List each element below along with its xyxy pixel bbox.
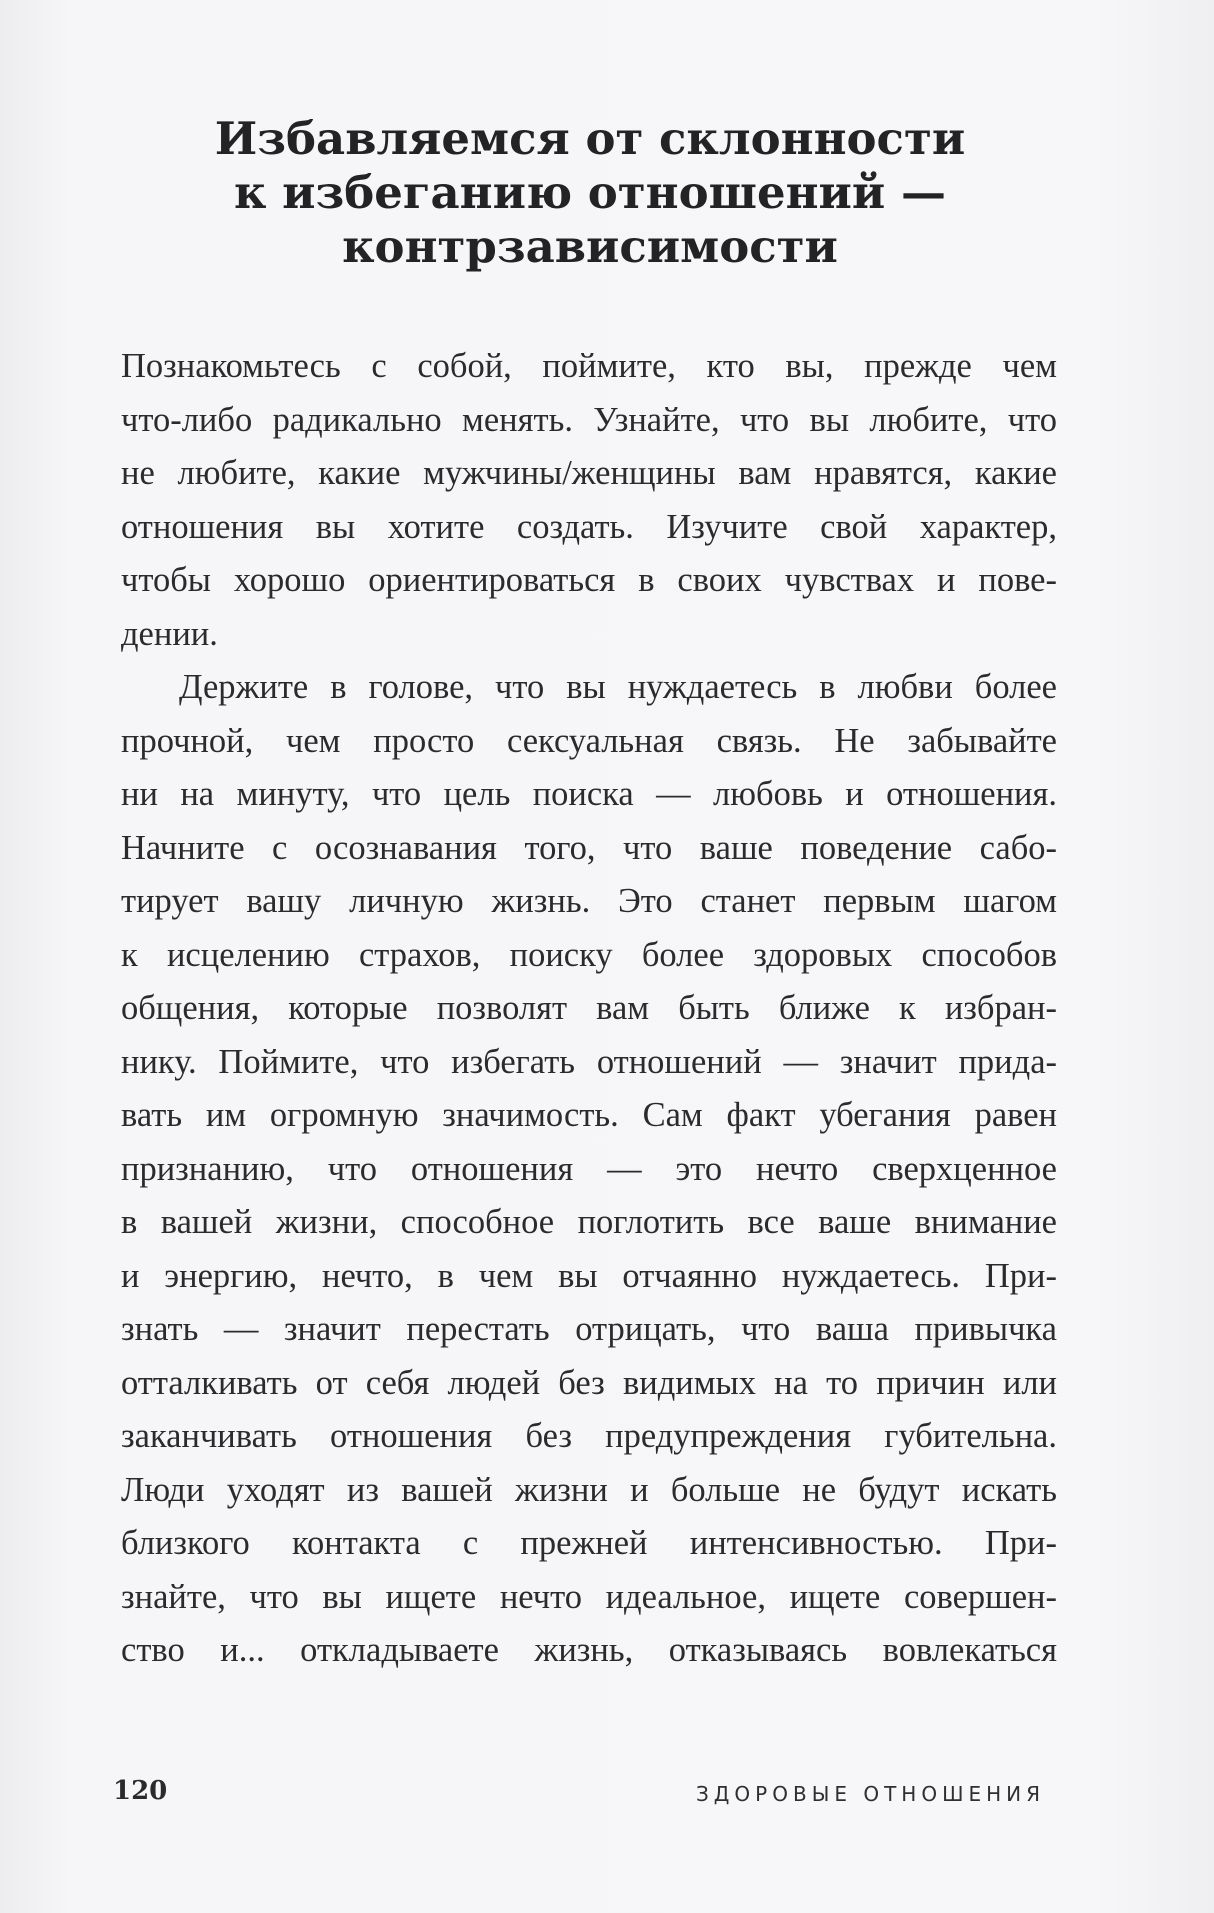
paragraph [121,661,1057,1678]
text-line: дении. [121,614,218,653]
heading-line: Избавляемся от склонности [214,112,966,165]
text-line: и энергию, нечто, в чем вы отчаянно нуждаетесь. При- [121,1256,1057,1295]
page-footer [113,1776,1045,1816]
text-line: близкого контакта с прежней интенсивностью. При- [121,1524,1057,1562]
text-line: тирует вашу личную жизнь. Это станет первым шагом [121,882,1057,920]
text-line: заканчивать отношения без предупреждения губительна. [121,1417,1057,1455]
chapter-heading [120,112,1060,274]
text-line: Люди уходят из вашей жизни и больше не будут искать [121,1470,1057,1509]
text-line: Познакомьтесь с собой, поймите, кто вы, прежде чем [121,347,1057,385]
text-line: не любите, какие мужчины/женщины вам нравятся, какие [121,454,1057,492]
body-text [121,340,1057,1678]
heading-line: к избеганию отношений — [234,166,946,219]
text-line: признанию, что отношения — это нечто сверхценное [121,1149,1057,1188]
page-number: 120 [113,1776,168,1806]
text-line: общения, которые позволят вам быть ближе к избран- [121,989,1057,1027]
text-line: Начните с осознавания того, что ваше поведение сабо- [121,828,1057,867]
text-line: Держите в голове, что вы нуждаетесь в любви более [179,668,1057,706]
text-line: ни на минуту, что цель поиска — любовь и отношения. [121,775,1057,813]
text-line: нику. Поймите, что избегать отношений — значит прида- [121,1042,1057,1081]
text-line: отталкивать от себя людей без видимых на то причин или [121,1363,1057,1402]
text-line: к исцелению страхов, поиску более здоровых способов [121,935,1057,974]
text-line: ство и... откладываете жизнь, отказываясь вовлекаться [121,1631,1057,1669]
text-line: знать — значит перестать отрицать, что ваша привычка [121,1310,1057,1348]
running-head: ЗДОРОВЫЕ ОТНОШЕНИЯ [695,1782,1045,1806]
text-line: в вашей жизни, способное поглотить все ваше внимание [121,1203,1057,1241]
text-line: что-либо радикально менять. Узнайте, что вы любите, что [121,400,1057,439]
text-line: чтобы хорошо ориентироваться в своих чувствах и пове- [121,561,1057,599]
text-line: прочной, чем просто сексуальная связь. Не забывайте [121,721,1057,760]
paragraph [121,340,1057,661]
text-line: знайте, что вы ищете нечто идеальное, ищете совершен- [121,1577,1057,1616]
heading-line: контрзависимости [342,220,838,273]
text-line: отношения вы хотите создать. Изучите свой характер, [121,507,1057,546]
text-line: вать им огромную значимость. Сам факт убегания равен [121,1096,1057,1134]
